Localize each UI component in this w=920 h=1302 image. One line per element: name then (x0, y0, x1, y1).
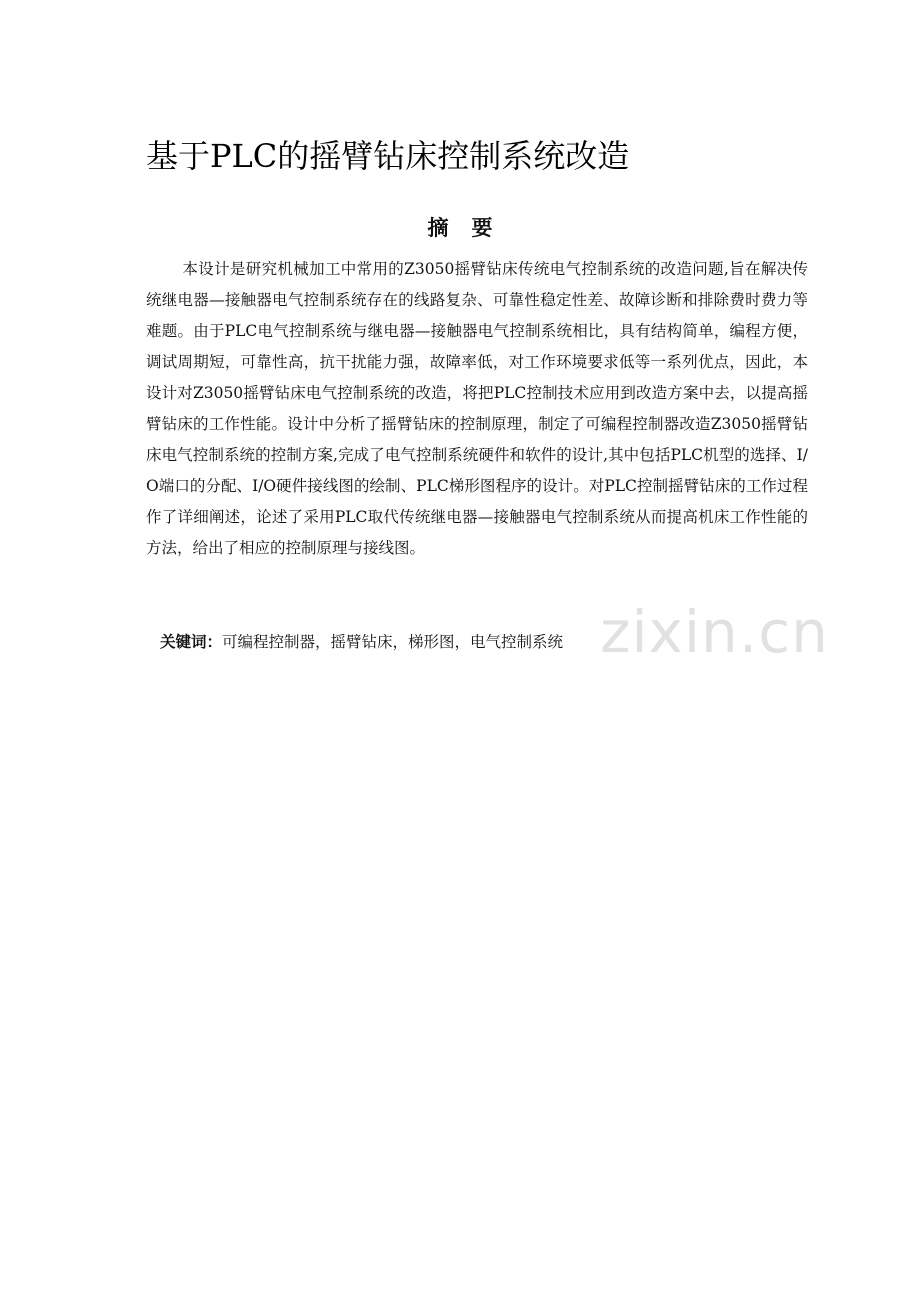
watermark-text: zixin.cn (600, 598, 829, 666)
document-title: 基于PLC的摇臂钻床控制系统改造 (146, 137, 630, 175)
abstract-heading: 摘要 (427, 215, 516, 240)
abstract-paragraph: 本设计是研究机械加工中常用的Z3050摇臂钻床传统电气控制系统的改造问题,旨在解决传统继电器—接触器电气控制系统存在的线路复杂、可靠性稳定性差、故障诊断和排除费时费力等难题。由于PLC电气控制系统与继电器—接触器电气控制系统相比，具有结构简单，编程方便，调试周期短，可靠性高，抗干扰能力强，故障率低，对工作环境要求低等一系列优点，因此，本设计对Z3050摇臂钻床电气控制系统的改造，将把PLC控制技术应用到改造方案中去，以提高摇臂钻床的工作性能。设计中分析了摇臂钻床的控制原理，制定了可编程控制器改造Z3050摇臂钻床电气控制系统的控制方案,完成了电气控制系统硬件和软件的设计,其中包括PLC机型的选择、I/O端口的分配、I/O硬件接线图的绘制、PLC梯形图程序的设计。对PLC控制摇臂钻床的工作过程作了详细阐述，论述了采用PLC取代传统继电器—接触器电气控制系统从而提高机床工作性能的方法，给出了相应的控制原理与接线图。 (146, 260, 808, 557)
keywords-text: 可编程控制器，摇臂钻床，梯形图，电气控制系统 (222, 633, 564, 651)
keywords-label: 关键词： (160, 633, 223, 651)
